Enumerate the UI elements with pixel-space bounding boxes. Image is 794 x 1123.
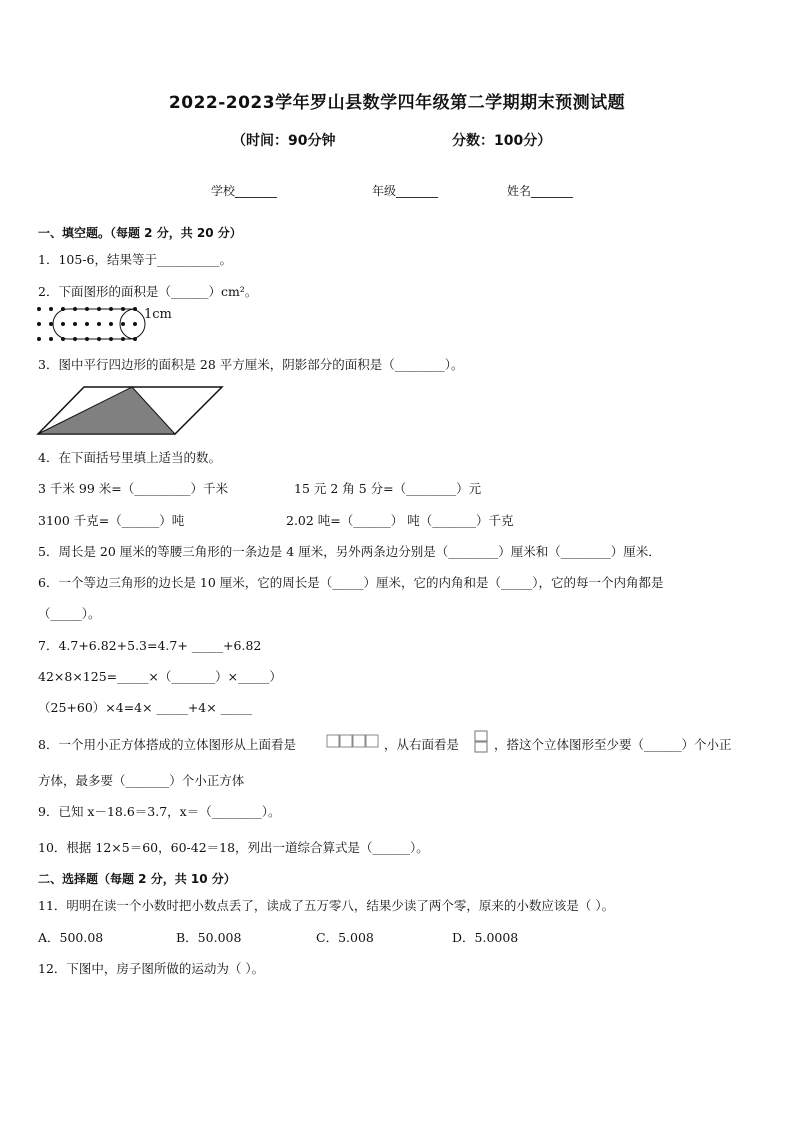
question-3: 3．图中平行四边形的面积是 28 平方厘米，阴影部分的面积是（________）。 (38, 357, 464, 372)
question-5: 5．周长是 20 厘米的等腰三角形的一条边是 4 厘米，另外两条边分别是（________）厘米和（________）厘米． (38, 544, 661, 559)
dot-grid-figure (34, 304, 146, 344)
question-4: 4．在下面括号里填上适当的数。 (38, 450, 221, 465)
question-9: 9．已知 x－18.6＝3.7，x＝（________）。 (38, 804, 281, 819)
page-title: 2022-2023学年罗山县数学四年级第二学期期末预测试题 (168, 93, 626, 113)
exam-score: 分数：100分） (452, 133, 552, 149)
question-8a-part2: ，从右面看是 (384, 737, 460, 752)
section-choice: 二、选择题（每题 2 分，共 10 分） (38, 872, 236, 886)
question-6a: 6．一个等边三角形的边长是 10 厘米，它的周长是（_____）厘米，它的内角和是（_____），它的每一个内角都是 (38, 575, 664, 590)
question-4b: 15 元 2 角 5 分=（________）元 (294, 481, 482, 496)
question-1: 1．105-6，结果等于__________。 (38, 252, 232, 267)
exam-time: （时间：90分钟 (232, 133, 336, 149)
option-d[interactable]: D．5.0008 (452, 930, 519, 945)
question-11: 11．明明在读一个小数时把小数点丢了，读成了五万零八，结果少读了两个零，原来的小数应该是（ ）。 (38, 898, 615, 913)
question-7a: 7．4.7+6.82+5.3=4.7+ _____+6.82 (38, 638, 262, 653)
question-2: 2．下面图形的面积是（______）cm²。 (38, 284, 258, 299)
question-4c: 3100 千克=（______）吨 (38, 513, 185, 528)
parallelogram-figure (36, 384, 226, 438)
right-view-figure (472, 729, 490, 755)
question-4a: 3 千米 99 米=（_________）千米 (38, 481, 229, 496)
question-6b: （_____）。 (38, 606, 101, 621)
top-view-figure (326, 734, 380, 748)
question-10: 10．根据 12×5＝60，60-42＝18，列出一道综合算式是（______）。 (38, 840, 429, 855)
option-c[interactable]: C．5.008 (316, 930, 374, 945)
grade-field[interactable]: 年级_______ (372, 184, 439, 198)
option-b[interactable]: B．50.008 (176, 930, 242, 945)
question-8a-part3: ，搭这个立体图形至少要（______）个小正 (494, 737, 732, 752)
question-8b: 方体，最多要（_______）个小正方体 (38, 773, 245, 788)
name-field[interactable]: 姓名_______ (507, 184, 574, 198)
section-fill-in: 一、填空题。（每题 2 分，共 20 分） (38, 226, 242, 240)
question-4d: 2.02 吨=（______） 吨（_______）千克 (286, 513, 514, 528)
grid-unit-label: 1cm (144, 307, 172, 322)
question-12: 12．下图中，房子图所做的运动为（ ）。 (38, 961, 265, 976)
question-7b: 42×8×125=_____×（_______）×_____） (38, 669, 282, 684)
question-8a-part1: 8．一个用小正方体搭成的立体图形从上面看是 (38, 737, 296, 752)
school-field[interactable]: 学校_______ (211, 184, 278, 198)
question-7c: （25+60）×4=4× _____+4× _____ (38, 700, 252, 715)
option-a[interactable]: A．500.08 (38, 930, 104, 945)
